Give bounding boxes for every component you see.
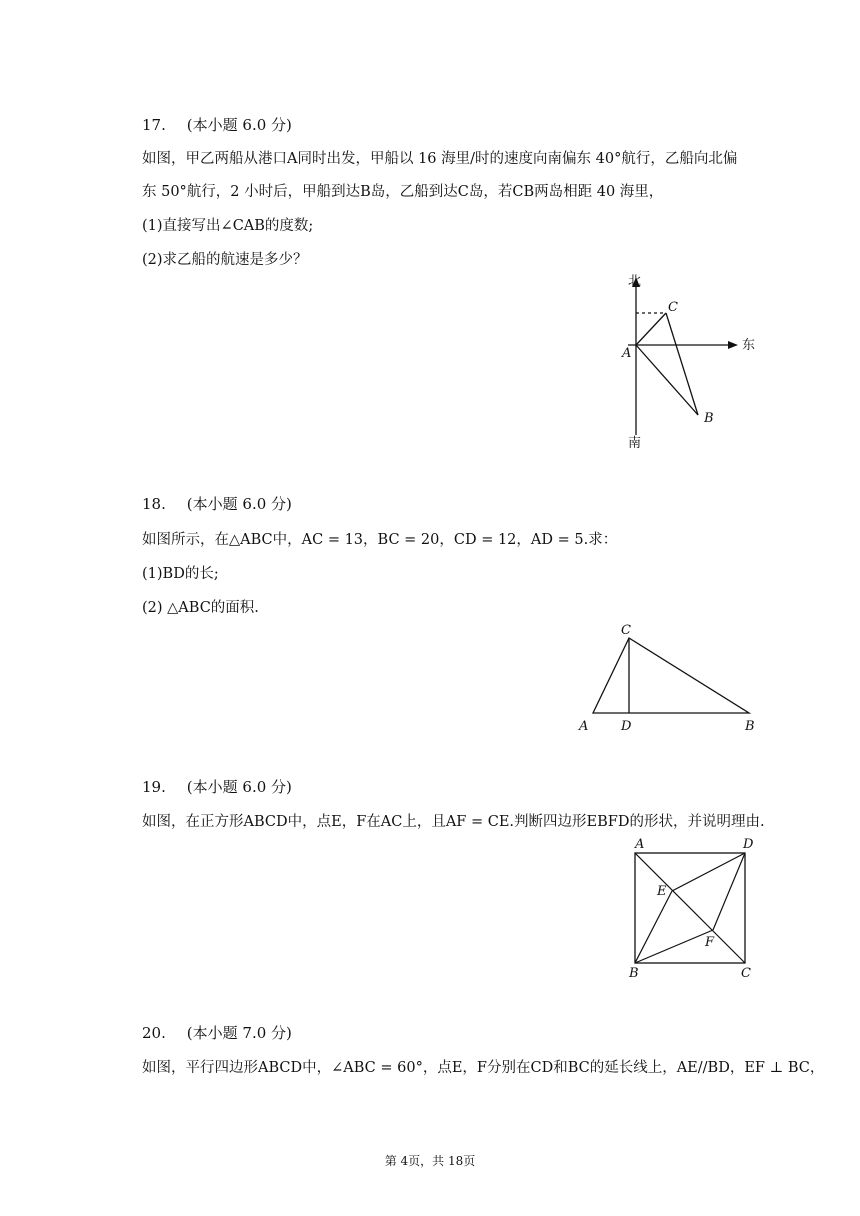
question-score: (本小题 7.0 分)	[186, 1024, 292, 1042]
figure-19-square-diagram	[625, 835, 765, 985]
question-18-line-3: (2) △ABC的面积.	[142, 600, 259, 616]
question-17-line-2: 东 50°航行，2 小时后，甲船到达B岛，乙船到达C岛，若CB两岛相距 40 海里，	[142, 184, 664, 200]
label-point-C: C	[668, 300, 678, 315]
label-point-A: A	[622, 346, 632, 361]
question-number: 20.	[142, 1024, 166, 1042]
question-17-line-4: (2)求乙船的航速是多少？	[142, 252, 308, 268]
question-19-header	[142, 776, 292, 797]
question-score: (本小题 6.0 分)	[186, 495, 292, 513]
label-point-C: C	[741, 966, 751, 981]
label-point-A: A	[579, 719, 589, 734]
figure-17-compass-diagram	[600, 265, 770, 455]
question-score: (本小题 6.0 分)	[186, 116, 292, 134]
page-footer: 第 4页，共 18页	[384, 1154, 476, 1168]
label-north: 北	[628, 274, 642, 289]
question-18-header	[142, 493, 292, 514]
question-number: 19.	[142, 778, 166, 796]
question-20-header	[142, 1022, 292, 1043]
label-south: 南	[628, 436, 642, 451]
label-point-D: D	[743, 837, 754, 852]
figure-18-triangle-diagram	[575, 620, 765, 740]
question-number: 17.	[142, 116, 166, 134]
question-17-line-1: 如图，甲乙两船从港口A同时出发，甲船以 16 海里/时的速度向南偏东 40°航行，乙船向北偏	[142, 151, 738, 167]
question-19-line-1: 如图，在正方形ABCD中，点E，F在AC上，且AF = CE.判断四边形EBFD的形状，并说明理由.	[142, 814, 765, 830]
question-17-line-3: (1)直接写出∠CAB的度数;	[142, 218, 314, 234]
label-point-B: B	[745, 719, 755, 734]
label-point-B: B	[704, 411, 714, 426]
question-18-line-2: (1)BD的长;	[142, 566, 219, 582]
question-20-line-1: 如图，平行四边形ABCD中，∠ABC = 60°，点E，F分别在CD和BC的延长线上，AE//BD，EF ⊥ BC，	[142, 1060, 825, 1076]
label-point-D: D	[621, 719, 632, 734]
label-point-C: C	[621, 623, 631, 638]
question-score: (本小题 6.0 分)	[186, 778, 292, 796]
question-18-line-1: 如图所示，在△ABC中，AC = 13，BC = 20，CD = 12，AD = 5.求：	[142, 532, 618, 548]
label-point-B: B	[629, 966, 639, 981]
label-point-E: E	[657, 884, 667, 899]
label-point-A: A	[635, 837, 645, 852]
question-number: 18.	[142, 495, 166, 513]
question-17-header	[142, 114, 292, 135]
label-point-F: F	[705, 935, 715, 950]
label-east: 东	[742, 338, 756, 353]
